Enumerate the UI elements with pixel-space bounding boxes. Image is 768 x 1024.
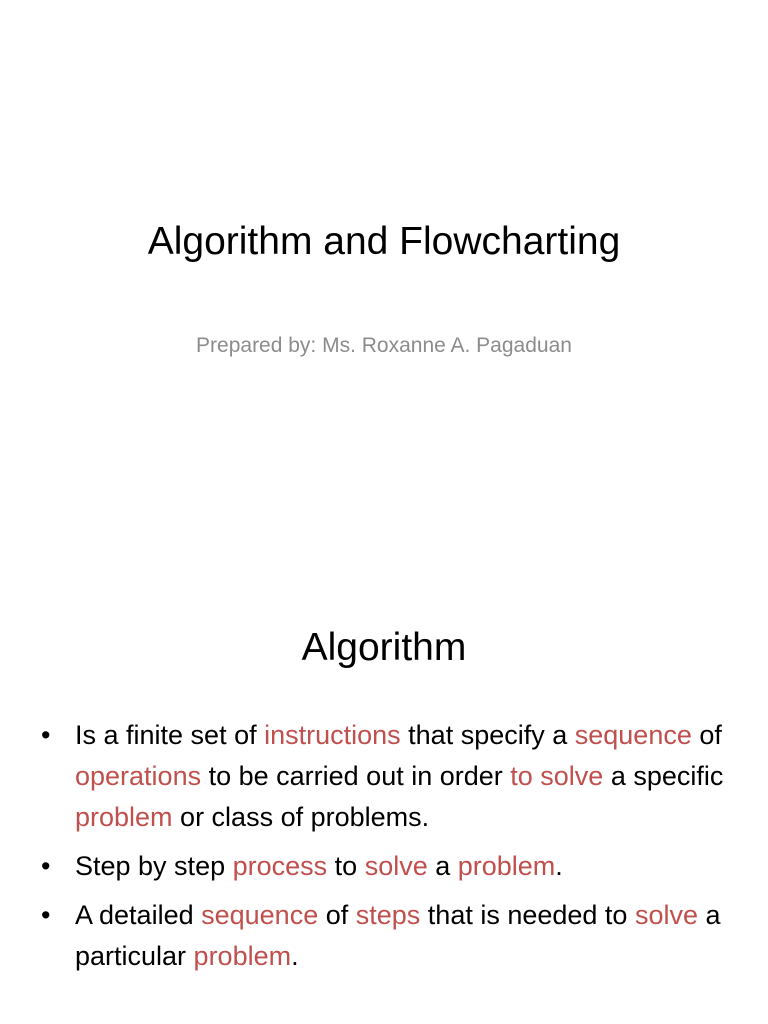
highlighted-term: steps bbox=[355, 900, 421, 930]
bullet-item-definition bbox=[40, 715, 740, 838]
text-segment: to be carried out in order bbox=[201, 761, 511, 791]
highlighted-term: sequence bbox=[574, 720, 692, 750]
slide-subtitle: Prepared by: Ms. Roxanne A. Pagaduan bbox=[196, 334, 572, 357]
bullet-text bbox=[75, 720, 723, 832]
text-segment: a particular bbox=[75, 900, 721, 971]
text-segment: a specific bbox=[603, 761, 724, 791]
text-segment: . bbox=[291, 941, 299, 971]
text-segment: A detailed bbox=[75, 900, 202, 930]
bullet-list bbox=[40, 715, 740, 985]
bullet-item-step-by-step bbox=[40, 846, 740, 887]
bullet-text bbox=[75, 900, 721, 971]
bullet-icon: • bbox=[41, 851, 51, 881]
highlighted-term: solve bbox=[634, 900, 698, 930]
text-segment: to bbox=[327, 851, 365, 881]
highlighted-term: solve bbox=[364, 851, 428, 881]
text-segment: or class of problems. bbox=[172, 802, 430, 832]
section-title: Algorithm bbox=[301, 626, 467, 669]
text-segment: that is needed to bbox=[420, 900, 635, 930]
highlighted-term: process bbox=[232, 851, 328, 881]
algorithm-slide bbox=[0, 576, 768, 1024]
highlighted-term: instructions bbox=[264, 720, 401, 750]
text-segment: of bbox=[318, 900, 356, 930]
bullet-icon: • bbox=[41, 900, 51, 930]
slide-title: Algorithm and Flowcharting bbox=[147, 220, 621, 263]
text-segment: that specify a bbox=[400, 720, 575, 750]
text-segment: Is a finite set of bbox=[75, 720, 265, 750]
text-segment: Step by step bbox=[75, 851, 233, 881]
bullet-text bbox=[75, 851, 563, 881]
highlighted-term: sequence bbox=[201, 900, 319, 930]
text-segment: . bbox=[555, 851, 563, 881]
text-segment: of bbox=[691, 720, 722, 750]
highlighted-term: problem bbox=[75, 802, 173, 832]
highlighted-term: problem bbox=[193, 941, 292, 971]
bullet-item-detailed-sequence bbox=[40, 895, 740, 977]
highlighted-term: problem bbox=[457, 851, 556, 881]
highlighted-term: operations bbox=[75, 761, 202, 791]
text-segment: a bbox=[427, 851, 458, 881]
bullet-icon: • bbox=[41, 720, 51, 750]
highlighted-term: to solve bbox=[510, 761, 604, 791]
